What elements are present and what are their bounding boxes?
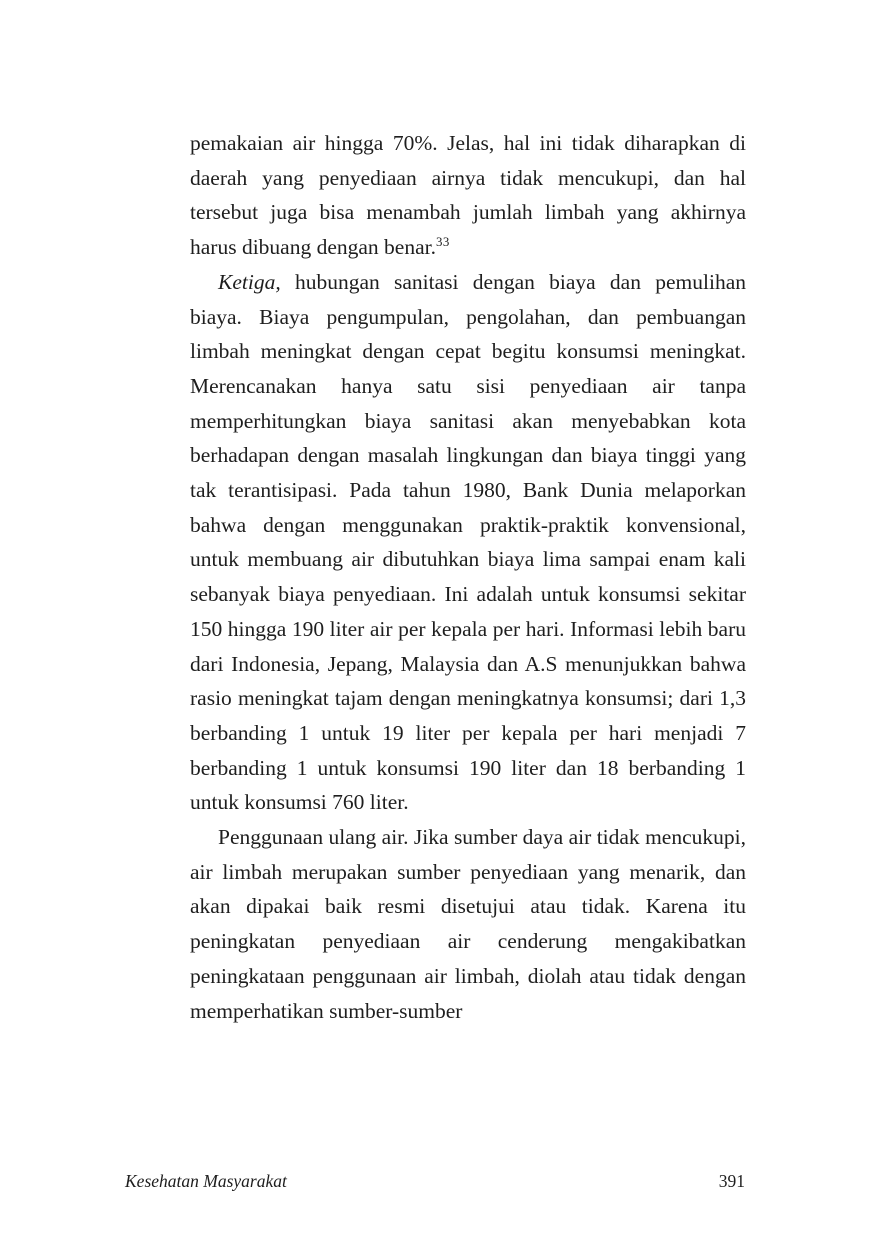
italic-lead-text: Ketiga, bbox=[218, 269, 281, 294]
paragraph-3 bbox=[190, 820, 746, 1028]
paragraph-text: hubungan sanitasi dengan biaya dan pemulihan biaya. Biaya pengumpulan, pengolahan, dan pembuangan limbah meningkat dengan cepat begitu konsumsi meningkat. Merencanakan hanya satu sisi penyediaan air tanpa memperhitungkan biaya sanitasi akan menyebabkan kota berhadapan dengan masalah lingkungan dan biaya tinggi yang tak terantisipasi. Pada tahun 1980, Bank Dunia melaporkan bahwa dengan menggunakan praktik-praktik konvensional, untuk membuang air dibutuhkan biaya lima sampai enam kali sebanyak biaya penyediaan. Ini adalah untuk konsumsi sekitar 150 hingga 190 liter air per kepala per hari. Informasi lebih baru dari Indonesia, Jepang, Malaysia dan A.S menunjukkan bahwa rasio meningkat tajam dengan meningkatnya konsumsi; dari 1,3 berbanding 1 untuk 19 liter per kepala per hari menjadi 7 berbanding 1 untuk konsumsi 190 liter dan 18 berbanding 1 untuk konsumsi 760 liter. bbox=[190, 269, 746, 815]
paragraph-text: Penggunaan ulang air. Jika sumber daya air tidak mencukupi, air limbah merupakan sumber penyediaan yang menarik, dan akan dipakai baik resmi disetujui atau tidak. Karena itu peningkatan penyediaan air cenderung mengakibatkan peningkataan penggunaan air limbah, diolah atau tidak dengan memperhatikan sumber-sumber bbox=[190, 825, 746, 1023]
running-title: Kesehatan Masyarakat bbox=[125, 1171, 287, 1191]
page-number: 391 bbox=[718, 1171, 745, 1191]
footnote-reference: 33 bbox=[435, 234, 450, 249]
body-text bbox=[190, 126, 746, 1028]
paragraph-2 bbox=[190, 265, 746, 820]
page-footer bbox=[125, 1170, 745, 1192]
paragraph-1 bbox=[190, 126, 746, 265]
paragraph-text: pemakaian air hingga 70%. Jelas, hal ini tidak diharapkan di daerah yang penyediaan airnya tidak mencukupi, dan hal tersebut juga bisa menambah jumlah limbah yang akhirnya harus dibuang dengan benar. bbox=[190, 131, 746, 260]
